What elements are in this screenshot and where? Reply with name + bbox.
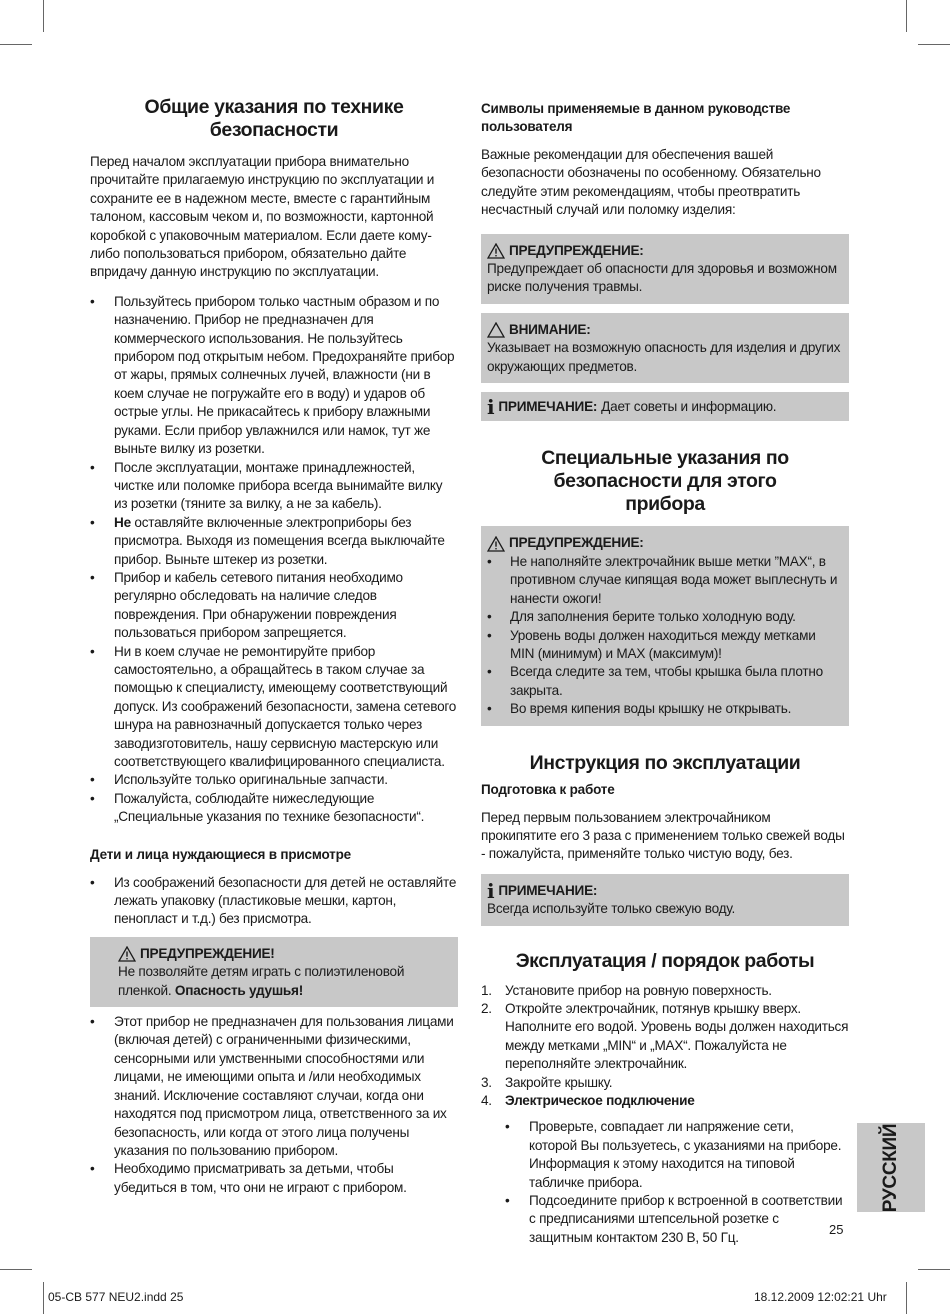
footer-file: 05-CB 577 NEU2.indd 25	[48, 1290, 184, 1304]
step-number: 3.	[481, 1074, 492, 1090]
step-number: 4.	[481, 1093, 492, 1108]
list-item: • Этот прибор не предназначен для пользования лицами (включая детей) с ограниченными физическими, сенсорными или умственными способностями или лицами, не имеющими опыта и /или необходимых знаний. Исключение составляют случаи, когда они находятся под присмотром лица, ответственного за их безопасность, или когда от этого лица получены указания по пользованию прибором.	[90, 1013, 458, 1160]
note-heading: ПРИМЕЧАНИЕ:	[498, 399, 598, 415]
safety-bullets	[90, 293, 458, 827]
list-item: • Проверьте, совпадает ли напряжение сети, которой Вы пользуетесь, с указаниями на приборе. Информация к этому находится на типовой табличке прибора.	[505, 1118, 843, 1192]
caution-text: Указывает на возможную опасность для изделия и других окружающих предметов.	[487, 340, 841, 374]
warning-text: Предупреждает об опасности для здоровья и возможном риске получения травмы.	[487, 261, 837, 295]
warning-list	[487, 553, 843, 719]
note-text: Всегда используйте только свежую воду.	[487, 901, 735, 917]
list-item: • Пожалуйста, соблюдайте нижеследующие „Специальные указания по технике безопасности“.	[90, 790, 458, 827]
symbols-heading: Символы применяемые в данном руководстве пользователя	[481, 101, 791, 134]
info-icon: i	[487, 878, 495, 903]
list-item: • Ни в коем случае не ремонтируйте прибор самостоятельно, а обращайтесь в таком случае за помощью к специалисту, имеющему соответствующий допуск. Из соображений безопасности, замена сетевого шнура на равнозначный допускается только через заводизготовитель, нашу сервисную мастерскую или соответствующего квалифицированного специалиста.	[90, 643, 458, 772]
symbols-intro: Важные рекомендации для обеспечения вашей безопасности обозначены по особенному. Обязательно следуйте этим рекомендациям, чтобы преотвратить несчастный случай или поломку изделия:	[481, 147, 821, 218]
note-heading: ПРИМЕЧАНИЕ:	[498, 882, 598, 898]
info-icon: i	[487, 395, 495, 420]
warning-header	[118, 945, 452, 963]
crop-mark	[43, 1282, 44, 1314]
crop-mark	[43, 0, 44, 32]
page-number: 25	[829, 1222, 844, 1237]
list-item: • Используйте только оригинальные запчасти.	[90, 771, 458, 789]
language-label: РУССКИЙ	[880, 1123, 901, 1212]
crop-mark	[906, 0, 907, 32]
operation-steps	[481, 982, 849, 1111]
list-item: • Из соображений безопасности для детей не оставляйте лежать упаковку (пластиковые мешки, картон, пенопласт и т.д.) без присмотра.	[90, 874, 458, 929]
safety-intro: Перед началом эксплуатации прибора внимательно прочитайте прилагаемую инструкцию по эксплуатации и сохраните ее в надежном месте, вместе с гарантийным талоном, кассовым чеком и, по возможности, картонной коробкой с упаковочным материалом. Если даете кому-либо попользоваться прибором, обязательно дайте впридачу данную инструкцию по эксплуатации.	[90, 154, 435, 280]
note-header	[487, 878, 843, 903]
list-item: • После эксплуатации, монтаже принадлежностей, чистке или поломке прибора всегда вынимайте вилку из розетки (тяните за вилку, а не за кабель).	[90, 459, 458, 514]
list-item: • Пользуйтесь прибором только частным образом и по назначению. Прибор не предназначен для коммерческого использования. Не пользуйтесь прибором под открытым небом. Предохраняйте прибор от жары, прямых солнечных лучей, влажности (ни в коем случае не погружайте его в воду) и ударов об острые углы. Не прикасайтесь к прибору влажными руками. Если прибор увлажнился или намок, тут же выньте вилку из розетки.	[90, 293, 458, 459]
warning-box-children	[90, 937, 458, 1007]
footer-timestamp: 18.12.2009 12:02:21 Uhr	[754, 1290, 887, 1304]
warning-bold: Опасность удушья!	[174, 982, 303, 998]
bold-text: Не	[114, 514, 131, 530]
warning-box-symbol	[481, 234, 849, 304]
warning-heading: ПРЕДУПРЕЖДЕНИЕ:	[509, 242, 644, 258]
prep-text: Перед первым пользованием электрочайником прокипятите его 3 раза с применением только свежей воды - пожалуйста, применяйте только чистую воду, без.	[481, 809, 845, 862]
note-box-prep	[481, 874, 849, 926]
step-text: Закройте крышку.	[505, 1074, 613, 1090]
crop-mark	[0, 1269, 32, 1270]
step-number: 2.	[481, 1000, 492, 1016]
crop-mark	[0, 44, 32, 45]
warning-heading: ПРЕДУПРЕЖДЕНИЕ:	[509, 535, 644, 551]
step-text: Электрическое подключение	[505, 1093, 695, 1108]
warning-header	[487, 534, 843, 552]
crop-mark	[906, 1282, 907, 1314]
warning-triangle-icon	[118, 946, 136, 962]
caution-box-symbol	[481, 313, 849, 383]
list-item: • Во время кипения воды крышку не открывать.	[487, 700, 843, 718]
instructions-title: Инструкция по эксплуатации	[529, 751, 801, 774]
list-item-text: оставляйте включенные электроприборы без присмотра. Выходя из помещения всегда выключайте прибор. Выньте штекер из розетки.	[114, 514, 445, 567]
list-item: • Не наполняйте электрочайник выше метки ”MAX“, в противном случае кипящая вода может выплеснуть и нанести ожоги!	[487, 553, 843, 608]
caution-heading: ВНИМАНИЕ:	[509, 321, 591, 337]
warning-body	[118, 963, 452, 1000]
step4-bullets	[505, 1118, 849, 1247]
note-text: Дает советы и информацию.	[601, 399, 777, 415]
caution-triangle-icon	[487, 322, 505, 338]
step-item	[481, 1092, 849, 1110]
list-item: • Уровень воды должен находиться между метками MIN (минимум) и MAX (максимум)!	[487, 627, 843, 664]
list-item: • Для заполнения берите только холодную воду.	[487, 608, 843, 626]
warning-text: Не позволяйте детям играть с полиэтиленовой пленкой.	[118, 964, 405, 998]
prep-heading: Подготовка к работе	[481, 781, 615, 797]
step-text: Откройте электрочайник, потянув крышку вверх. Наполните его водой. Уровень воды должен находиться между метками „MIN“ и „MAX“. Пожалуйста не переполняйте электрочайник.	[505, 1000, 849, 1072]
step-item	[481, 1000, 849, 1074]
list-item: • Прибор и кабель сетевого питания необходимо регулярно обследовать на наличие следов повреждения. При обнаружении повреждения пользоваться прибором запрещяется.	[90, 569, 458, 643]
list-item: • Всегда следите за тем, чтобы крышка была плотно закрыта.	[487, 663, 843, 700]
step-text: Установите прибор на ровную поверхность.	[505, 982, 772, 998]
step-item	[481, 982, 849, 1000]
list-item	[90, 514, 458, 569]
right-column	[481, 100, 849, 1247]
warning-header	[487, 242, 843, 260]
note-header	[487, 395, 843, 420]
step-number: 1.	[481, 982, 492, 998]
language-tab	[857, 1123, 925, 1212]
safety-title: Общие указания по технике безопасности	[144, 96, 404, 141]
warning-heading: ПРЕДУПРЕЖДЕНИЕ!	[140, 945, 275, 961]
special-title: Специальные указания по безопасности для этого прибора	[541, 447, 789, 516]
list-item: • Подсоедините прибор к встроенной в соответствии с предписаниями штепсельной розетке с защитным контактом 230 В, 50 Гц.	[505, 1192, 843, 1247]
left-column	[90, 96, 458, 1197]
list-item: • Необходимо присматривать за детьми, чтобы убедиться в том, что они не играют с прибором.	[90, 1160, 458, 1197]
step-item	[481, 1074, 849, 1092]
warning-triangle-icon	[487, 243, 505, 259]
children-bullets-2	[90, 1013, 458, 1197]
children-bullets	[90, 874, 458, 929]
crop-mark	[918, 1269, 950, 1270]
warning-box-special	[481, 526, 849, 725]
caution-header	[487, 321, 843, 339]
children-heading: Дети и лица нуждающиеся в присмотре	[90, 846, 351, 862]
crop-mark	[918, 44, 950, 45]
note-box-symbol	[481, 392, 849, 421]
operation-title: Эксплуатация / порядок работы	[515, 949, 815, 972]
warning-triangle-icon	[487, 536, 505, 552]
